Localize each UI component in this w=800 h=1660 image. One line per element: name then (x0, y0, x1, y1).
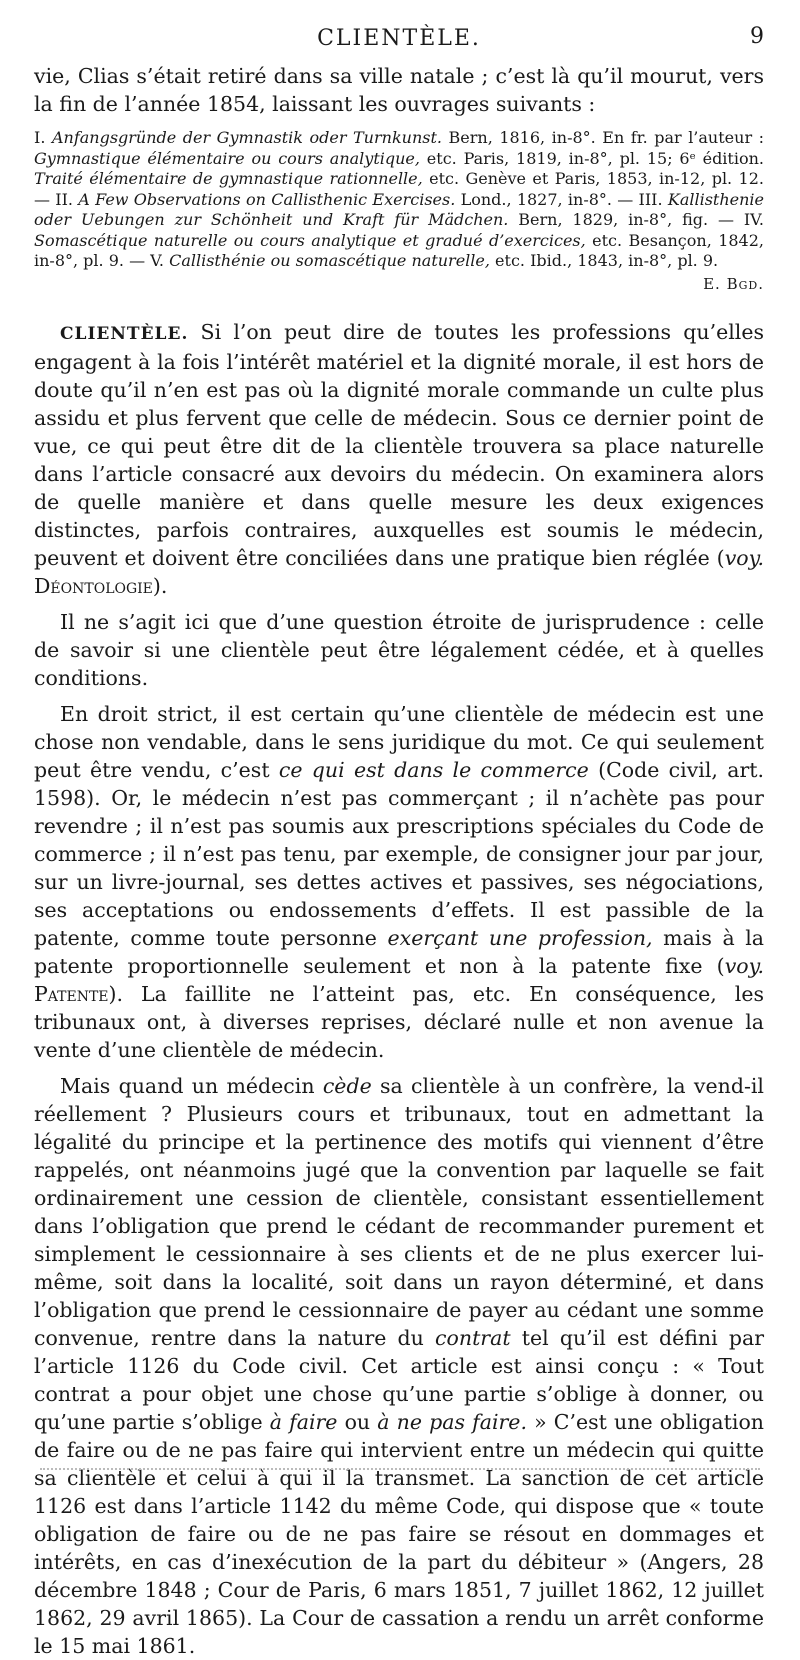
previous-article (34, 62, 764, 118)
emphasis: ce qui est dans le commerce (278, 758, 589, 782)
paragraph-text: tel qu’il est défini par l’article 1126 du Code civil. Cet article est ainsi conçu : « Tout contrat a pour objet une chose qu’une partie s’oblige à donner, ou qu’une partie s’oblige (34, 1326, 764, 1434)
bib-title: Somascétique naturelle ou cours analytique et gradué d’exercices, (34, 230, 586, 250)
page-number: 9 (750, 24, 764, 49)
paragraph-text: sa clientèle à un confrère, la vend-il réellement ? Plusieurs cours et tribunaux, tout en admettant la légalité du principe et la pertinence des motifs qui viennent d’être rappelés, ont néanmoins jugé que la convention par laquelle se fait ordinairement une cession de clientèle, consistant essentiellement dans l’obligation que prend le cédant de recommander purement et simplement le cessionnaire à ses clients et de ne plus exercer lui-même, soit dans la localité, soit dans un rayon déterminé, et dans l’obligation que prend le cessionnaire de payer au cédant une somme convenue, rentre dans la nature du (34, 1074, 764, 1350)
emphasis: à ne pas faire. (377, 1410, 527, 1434)
paragraph-text: ). La faillite ne l’atteint pas, etc. En conséquence, les tribunaux ont, à diverses reprises, déclaré nulle et non avenue la vente d’une clientèle de médecin. (34, 982, 764, 1062)
bib-title: Kallisthenie oder Uebungen zur Schönheit und Kraft für Mädchen. (34, 189, 765, 229)
article-paragraph (34, 318, 764, 600)
bib-text: I. (34, 128, 52, 147)
paragraph-text: Si l’on peut dire de toutes les professions qu’elles engagent à la fois l’intérêt matériel et la dignité morale, il est hors de doute qu’il n’en est pas où la dignité morale commande un culte plus assidu et plus fervent que celle de médecin. Sous ce dernier point de vue, ce qui peut être dit de la clientèle trouvera sa place naturelle dans l’article consacré aux devoirs du médecin. On examinera alors de quelle manière et dans quelle mesure les deux exigences distinctes, parfois contraires, auxquelles est soumis le médecin, peuvent et doivent être conciliées dans une pratique bien réglée ( (34, 320, 764, 570)
emphasis: exerçant une profession, (387, 926, 653, 950)
paragraph-text: ou (337, 1410, 378, 1434)
article-paragraph (34, 700, 764, 1064)
emphasis: à faire (269, 1410, 338, 1434)
author-signature: E. Bgd. (703, 274, 764, 293)
bib-text: etc. Genève et Paris, 1853, in-12, pl. 12. — II. (34, 169, 764, 209)
cross-ref-voy: voy. (724, 546, 764, 570)
bib-title: Anfangsgründe der Gymnastik oder Turnkunst. (51, 128, 442, 147)
bibliography-text (34, 128, 764, 272)
article-paragraph (34, 1072, 764, 1660)
bib-title: Callisthénie ou somascétique naturelle, (169, 251, 490, 270)
bib-title: Gymnastique élémentaire ou cours analytique, (34, 148, 420, 168)
article-headword: CLIENTÈLE. (60, 324, 189, 344)
paragraph-text: (Code civil, art. 1598). Or, le médecin n’est pas commerçant ; il n’achète pas pour revendre ; il n’est pas soumis aux prescriptions spéciales du Code de commerce ; il n’est pas tenu, par exemple, de consigner jour par jour, sur un livre-journal, ses dettes actives et passives, ses négociations, ses acceptations ou endossements d’effets. Il est passible de la patente, comme toute personne (34, 758, 764, 950)
footer-rule (40, 1468, 760, 1470)
paragraph-text: » C’est une obligation de faire ou de ne pas faire qui intervient entre un médecin qui quitte sa clientèle et celui à qui il la transmet. La sanction de cet article 1126 est dans l’article 1142 du même Code, qui dispose que « toute obligation de faire ou de ne pas faire se résout en dommages et intérêts, en cas d’inexécution de la part du débiteur » (Angers, 28 décembre 1848 ; Cour de Paris, 6 mars 1851, 7 juillet 1862, 12 juillet 1862, 29 avril 1865). La Cour de cassation a rendu un arrêt conforme le 15 mai 1861. (34, 1410, 764, 1658)
bib-title: Traité élémentaire de gymnastique rationnelle, (34, 169, 423, 188)
bib-text: etc. Besançon, 1842, in-8°, pl. 9. — V. (34, 230, 765, 270)
article-paragraph: Il ne s’agit ici que d’une question étroite de jurisprudence : celle de savoir si une clientèle peut être légalement cédée, et à quelles conditions. (34, 610, 764, 690)
running-title: CLIENTÈLE. (317, 26, 481, 51)
bib-text: Bern, 1816, in-8°. En fr. par l’auteur : (441, 128, 765, 147)
bib-text: etc. Ibid., 1843, in-8°, pl. 9. (489, 251, 719, 270)
cross-ref-voy: voy. (724, 954, 764, 978)
paragraph-text: Mais quand un médecin (60, 1074, 323, 1098)
continuation-paragraph: vie, Clias s’était retiré dans sa ville natale ; c’est là qu’il mourut, vers la fin de l’année 1854, laissant les ouvrages suivants : (34, 64, 764, 116)
article-clientele (34, 318, 764, 1660)
emphasis: contrat (435, 1326, 511, 1350)
bibliography (34, 128, 764, 294)
bib-text: Bern, 1829, in-8°, fig. — IV. (508, 210, 764, 229)
emphasis: cède (322, 1074, 372, 1098)
bib-text: Lond., 1827, in-8°. — III. (455, 189, 668, 209)
paragraph-text: En droit strict, il est certain qu’une clientèle de médecin est une chose non vendable, dans le sens juridique du mot. Ce qui seulement peut être vendu, c’est (34, 702, 764, 782)
bib-text: etc. Paris, 1819, in-8°, pl. 15; 6ᵉ édition. (419, 148, 764, 168)
running-head (34, 20, 764, 62)
paragraph-text: mais à la patente proportionnelle seulement et non à la patente fixe ( (34, 926, 765, 978)
cross-ref-target: Patente (34, 982, 109, 1006)
paragraph-text: ). (152, 574, 168, 598)
cross-ref-target: Déontologie (34, 574, 153, 598)
bib-title: A Few Observations on Callisthenic Exercises. (78, 189, 456, 209)
